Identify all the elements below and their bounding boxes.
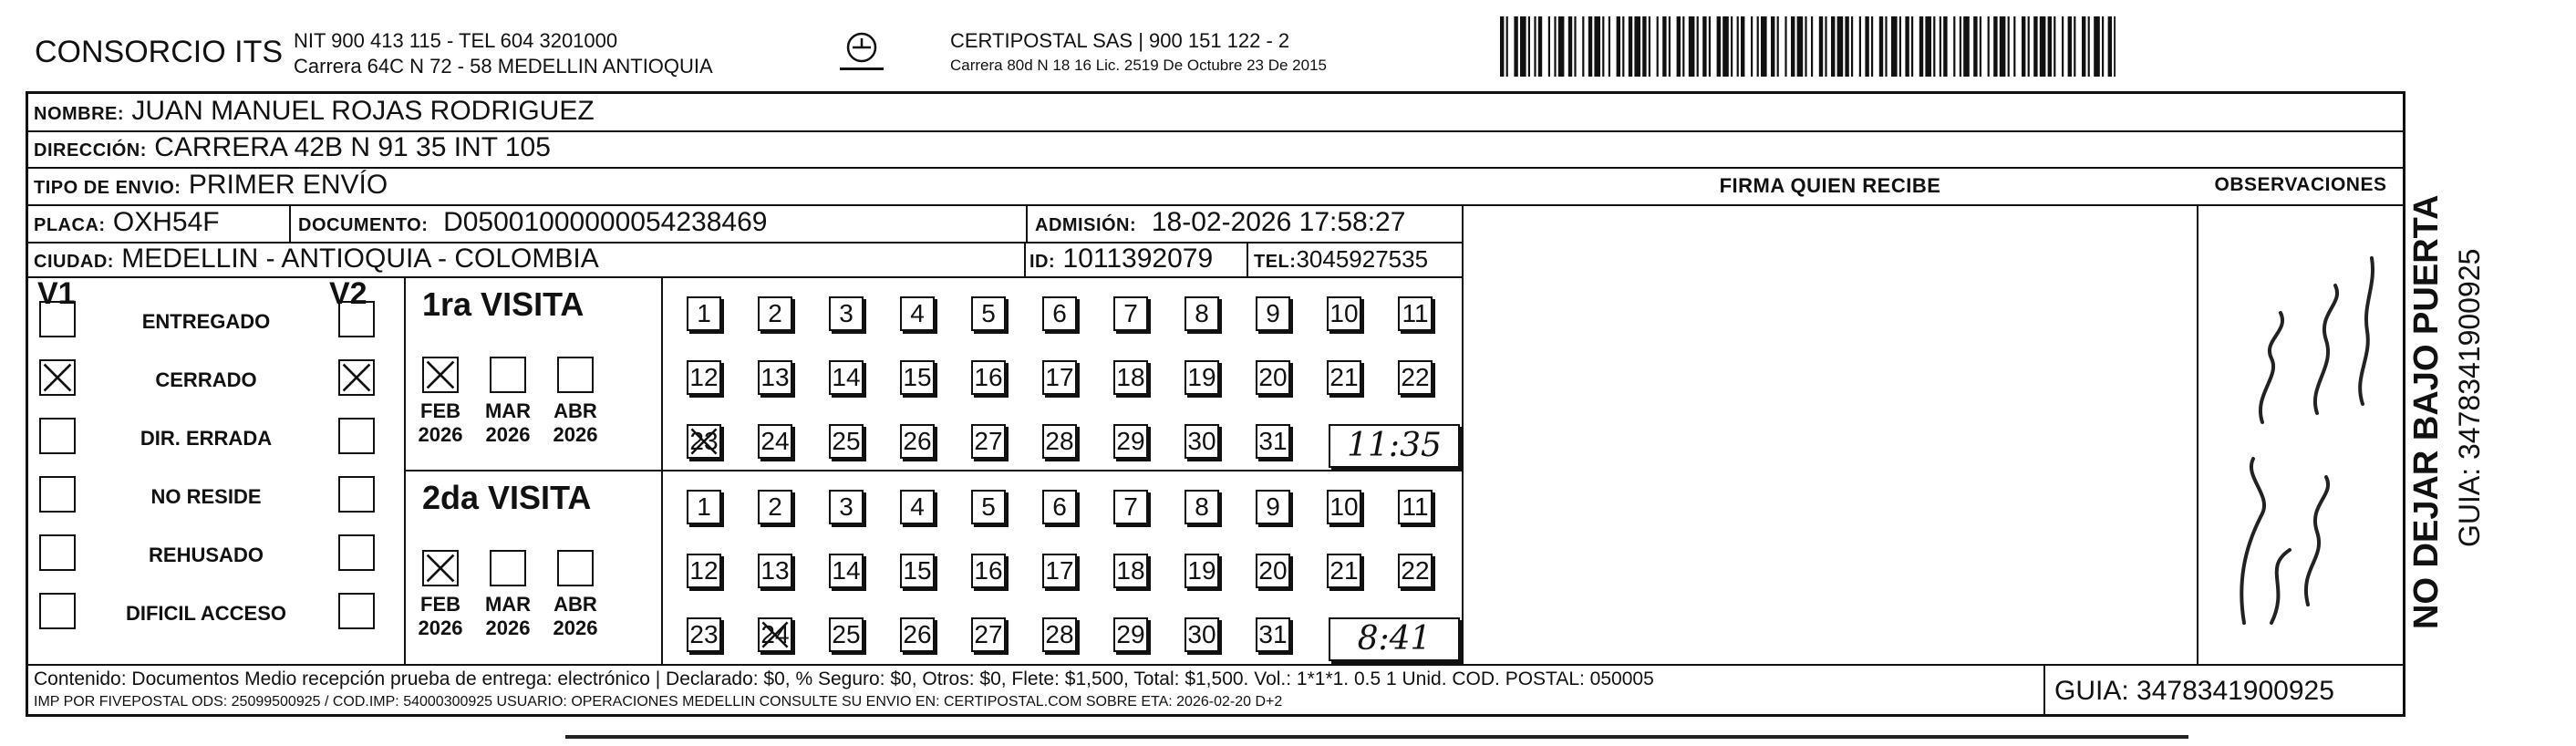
day-number: 27 xyxy=(974,427,1003,455)
day-box[interactable] xyxy=(829,617,864,652)
day-box[interactable] xyxy=(1185,296,1219,331)
day-box[interactable] xyxy=(1113,360,1148,395)
carrier-line1: CERTIPOSTAL SAS | 900 151 122 - 2 xyxy=(950,29,1290,52)
day-number: 1 xyxy=(697,299,711,327)
day-box[interactable] xyxy=(1042,554,1077,588)
day-number: 24 xyxy=(760,427,790,455)
day-number: 19 xyxy=(1187,556,1216,585)
day-box[interactable] xyxy=(1042,490,1077,524)
visit-time: 11:35 xyxy=(1329,424,1460,468)
day-number: 23 xyxy=(689,620,719,648)
status-label: ENTREGADO xyxy=(141,310,271,333)
footer-line1: Contenido: Documentos Medio recepción prueba de entrega: electrónico | Declarado: $0, % Seguro: $0, Otros: $0, Flete: $1,500, Total: $1,500. Vol.: 1*1*1. 0.5 1 Unid. COD. POSTAL: 050005 xyxy=(34,668,1654,689)
day-number: 6 xyxy=(1052,492,1067,521)
day-number: 3 xyxy=(839,492,853,521)
day-number: 25 xyxy=(832,620,861,648)
day-number: 8 xyxy=(1195,492,1209,521)
day-number: 14 xyxy=(832,363,861,391)
year-label: 2026 xyxy=(553,423,598,446)
day-box[interactable] xyxy=(1042,424,1077,459)
day-box[interactable] xyxy=(1113,296,1148,331)
day-box[interactable] xyxy=(687,424,721,459)
year-label: 2026 xyxy=(485,616,531,639)
day-number: 28 xyxy=(1045,427,1074,455)
header xyxy=(0,0,2576,91)
day-box[interactable] xyxy=(1256,554,1290,588)
month-checkbox[interactable] xyxy=(422,550,459,586)
day-box[interactable] xyxy=(1398,360,1433,395)
day-box[interactable] xyxy=(1113,490,1148,524)
day-box[interactable] xyxy=(829,424,864,459)
day-number: 22 xyxy=(1401,556,1430,585)
month-label: ABR xyxy=(553,593,597,616)
status-label: NO RESIDE xyxy=(150,485,262,508)
placa-field: PLACA: OXH54F xyxy=(34,207,220,237)
day-box[interactable] xyxy=(900,617,935,652)
day-number: 9 xyxy=(1266,492,1280,521)
day-box[interactable] xyxy=(1256,360,1290,395)
day-box[interactable] xyxy=(758,360,792,395)
day-box[interactable] xyxy=(1327,360,1361,395)
status-label: CERRADO xyxy=(155,368,257,391)
firma-label: FIRMA QUIEN RECIBE xyxy=(1719,174,1941,197)
day-number: 27 xyxy=(974,620,1003,648)
day-number: 8 xyxy=(1195,299,1209,327)
day-number: 26 xyxy=(903,427,932,455)
day-number: 29 xyxy=(1116,620,1145,648)
observaciones-label: OBSERVACIONES xyxy=(2214,174,2387,195)
day-number: 9 xyxy=(1266,299,1280,327)
day-number: 10 xyxy=(1329,492,1359,521)
day-box[interactable] xyxy=(687,617,721,652)
carrier-line2: Carrera 80d N 18 16 Lic. 2519 De Octubre 23 De 2015 xyxy=(950,57,1327,74)
day-box[interactable] xyxy=(1256,617,1290,652)
day-number: 13 xyxy=(760,556,790,585)
footer-line2: IMP POR FIVEPOSTAL ODS: 25099500925 / COD.IMP: 54000300925 USUARIO: OPERACIONES MEDELLIN CONSULTE SU ENVIO EN: CERTIPOSTAL.COM SOBRE ETA: 2026-02-20 D+2 xyxy=(34,694,1283,710)
direccion-field: DIRECCIÓN: CARRERA 42B N 91 35 INT 105 xyxy=(34,132,551,162)
v1-checkbox[interactable] xyxy=(39,593,76,629)
day-number: 31 xyxy=(1258,427,1288,455)
side-warning: NO DEJAR BAJO PUERTA xyxy=(2407,194,2446,629)
day-number: 20 xyxy=(1258,363,1288,391)
day-box[interactable] xyxy=(687,296,721,331)
day-number: 12 xyxy=(689,363,719,391)
month-label: ABR xyxy=(553,399,597,422)
day-box[interactable] xyxy=(1327,554,1361,588)
month-label: MAR xyxy=(484,593,532,616)
day-number: 15 xyxy=(903,556,932,585)
day-number: 20 xyxy=(1258,556,1288,585)
id-field: ID: 1011392079 xyxy=(1029,243,1214,274)
day-number: 18 xyxy=(1116,556,1145,585)
day-box[interactable] xyxy=(1042,360,1077,395)
day-box[interactable] xyxy=(758,554,792,588)
status-label: REHUSADO xyxy=(149,544,264,566)
certipostal-logo xyxy=(834,29,889,80)
day-box[interactable] xyxy=(758,296,792,331)
day-box[interactable] xyxy=(900,424,935,459)
footer-guia: GUIA: 3478341900925 xyxy=(2054,676,2334,706)
year-label: 2026 xyxy=(418,616,463,639)
month-checkbox[interactable] xyxy=(557,550,594,586)
v1-label: V1 xyxy=(37,276,76,311)
status-label: DIFICIL ACCESO xyxy=(125,602,286,625)
day-number: 12 xyxy=(689,556,719,585)
day-box[interactable] xyxy=(758,424,792,459)
day-box[interactable] xyxy=(1256,296,1290,331)
year-label: 2026 xyxy=(485,423,531,446)
v1-checkbox[interactable] xyxy=(39,359,76,396)
day-box[interactable] xyxy=(1185,490,1219,524)
day-box[interactable] xyxy=(1113,554,1148,588)
day-box[interactable] xyxy=(971,296,1006,331)
day-number: 31 xyxy=(1258,620,1288,648)
visit-title: 2da VISITA xyxy=(422,479,592,516)
day-number: 21 xyxy=(1329,556,1359,585)
month-checkbox[interactable] xyxy=(557,357,594,393)
day-box[interactable] xyxy=(829,296,864,331)
day-box[interactable] xyxy=(971,360,1006,395)
day-box[interactable] xyxy=(1185,360,1219,395)
handwritten-note xyxy=(2208,222,2399,650)
day-box[interactable] xyxy=(900,554,935,588)
side-guia: GUIA: 3478341900925 xyxy=(2453,248,2486,547)
v2-label: V2 xyxy=(329,276,367,311)
day-box[interactable] xyxy=(971,490,1006,524)
day-number: 18 xyxy=(1116,363,1145,391)
year-label: 2026 xyxy=(418,423,463,446)
day-number: 10 xyxy=(1329,299,1359,327)
day-number: 2 xyxy=(768,299,782,327)
day-number: 30 xyxy=(1187,620,1216,648)
day-box[interactable] xyxy=(1185,617,1219,652)
month-label: MAR xyxy=(484,399,532,422)
day-number: 17 xyxy=(1045,556,1074,585)
day-number: 6 xyxy=(1052,299,1067,327)
tel-field: TEL:3045927535 xyxy=(1254,245,1429,273)
documento-field: DOCUMENTO: D05001000000054238469 xyxy=(298,207,768,237)
day-number: 13 xyxy=(760,363,790,391)
status-label: DIR. ERRADA xyxy=(140,427,273,450)
v1-checkbox[interactable] xyxy=(39,301,76,337)
day-box[interactable] xyxy=(758,617,792,652)
v2-checkbox[interactable] xyxy=(338,301,375,337)
v2-checkbox[interactable] xyxy=(338,593,375,629)
day-box[interactable] xyxy=(1256,490,1290,524)
day-number: 7 xyxy=(1123,299,1138,327)
v2-checkbox[interactable] xyxy=(338,418,375,454)
year-label: 2026 xyxy=(553,616,598,639)
day-box[interactable] xyxy=(687,490,721,524)
v1-checkbox[interactable] xyxy=(39,418,76,454)
day-number: 30 xyxy=(1187,427,1216,455)
visit-title: 1ra VISITA xyxy=(422,285,585,323)
day-number: 29 xyxy=(1116,427,1145,455)
company-name: CONSORCIO ITS xyxy=(35,35,284,69)
month-checkbox[interactable] xyxy=(422,357,459,393)
day-box[interactable] xyxy=(1185,554,1219,588)
day-box[interactable] xyxy=(687,360,721,395)
delivery-card xyxy=(26,91,2405,717)
day-number: 23 xyxy=(689,427,719,455)
month-checkbox[interactable] xyxy=(490,357,526,393)
day-number: 1 xyxy=(697,492,711,521)
day-box[interactable] xyxy=(1113,617,1148,652)
day-box[interactable] xyxy=(1185,424,1219,459)
day-box[interactable] xyxy=(758,490,792,524)
day-box[interactable] xyxy=(687,554,721,588)
day-number: 4 xyxy=(910,492,925,521)
day-number: 5 xyxy=(981,299,996,327)
day-box[interactable] xyxy=(900,296,935,331)
day-number: 3 xyxy=(839,299,853,327)
month-label: FEB xyxy=(420,399,460,422)
company-line1: NIT 900 413 115 - TEL 604 3201000 xyxy=(294,29,618,52)
day-number: 25 xyxy=(832,427,861,455)
day-box[interactable] xyxy=(829,490,864,524)
day-number: 16 xyxy=(974,556,1003,585)
day-box[interactable] xyxy=(971,554,1006,588)
day-number: 19 xyxy=(1187,363,1216,391)
day-number: 26 xyxy=(903,620,932,648)
day-box[interactable] xyxy=(1327,296,1361,331)
day-box[interactable] xyxy=(900,360,935,395)
admision-field: ADMISIÓN: 18-02-2026 17:58:27 xyxy=(1035,207,1406,237)
day-box[interactable] xyxy=(971,424,1006,459)
day-box[interactable] xyxy=(971,617,1006,652)
nombre-field: NOMBRE: JUAN MANUEL ROJAS RODRIGUEZ xyxy=(34,96,595,126)
day-box[interactable] xyxy=(829,554,864,588)
day-box[interactable] xyxy=(1398,490,1433,524)
company-line2: Carrera 64C N 72 - 58 MEDELLIN ANTIOQUIA xyxy=(294,55,713,78)
day-number: 24 xyxy=(760,620,790,648)
v2-checkbox[interactable] xyxy=(338,476,375,513)
day-number: 11 xyxy=(1402,492,1429,521)
day-box[interactable] xyxy=(1398,296,1433,331)
barcode xyxy=(1500,16,2116,77)
day-box[interactable] xyxy=(1042,296,1077,331)
v1-checkbox[interactable] xyxy=(39,534,76,571)
day-box[interactable] xyxy=(1042,617,1077,652)
v2-checkbox[interactable] xyxy=(338,534,375,571)
day-number: 2 xyxy=(768,492,782,521)
visit-time: 8:41 xyxy=(1329,617,1460,661)
day-number: 7 xyxy=(1123,492,1138,521)
day-box[interactable] xyxy=(829,360,864,395)
day-number: 14 xyxy=(832,556,861,585)
svg-text:Porque Ciclo Paso: Porque Ciclo Paso xyxy=(2208,222,2216,223)
day-box[interactable] xyxy=(1327,490,1361,524)
day-box[interactable] xyxy=(1113,424,1148,459)
day-number: 21 xyxy=(1329,363,1359,391)
day-box[interactable] xyxy=(1398,554,1433,588)
day-box[interactable] xyxy=(1256,424,1290,459)
day-number: 22 xyxy=(1401,363,1430,391)
v1-checkbox[interactable] xyxy=(39,476,76,513)
day-number: 11 xyxy=(1402,299,1429,327)
day-number: 17 xyxy=(1045,363,1074,391)
month-checkbox[interactable] xyxy=(490,550,526,586)
tipo-envio-field: TIPO DE ENVIO: PRIMER ENVÍO xyxy=(34,170,388,200)
ciudad-field: CIUDAD: MEDELLIN - ANTIOQUIA - COLOMBIA xyxy=(34,243,599,274)
month-label: FEB xyxy=(420,593,460,616)
day-number: 16 xyxy=(974,363,1003,391)
day-number: 5 xyxy=(981,492,996,521)
day-number: 28 xyxy=(1045,620,1074,648)
day-box[interactable] xyxy=(900,490,935,524)
v2-checkbox[interactable] xyxy=(338,359,375,396)
day-number: 4 xyxy=(910,299,925,327)
day-number: 15 xyxy=(903,363,932,391)
